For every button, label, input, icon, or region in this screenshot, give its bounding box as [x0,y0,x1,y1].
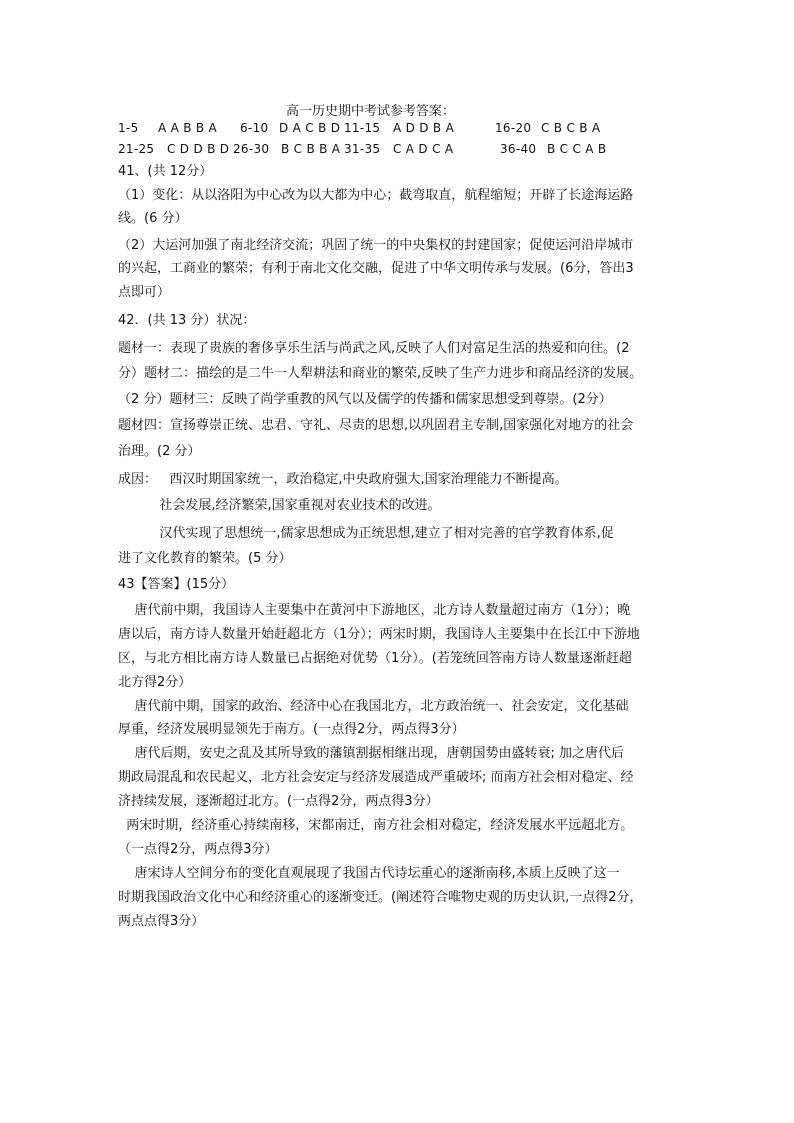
q42-line: 治理。(2 分） [118,444,201,459]
q43-line: （一点得2分，两点得3分） [118,842,278,857]
mc-answers: C D D B D [167,142,230,156]
mc-range: 1-5 [118,121,139,135]
q42-cause-line: 汉代实现了思想统一,儒家思想成为正统思想,建立了相对完善的官学教育体系,促 [118,526,614,541]
q43-line: 北方得2分） [118,675,192,690]
mc-range: 11-15 [344,121,381,135]
q42-cause-line: 进了文化教育的繁荣。(5 分） [118,551,292,566]
mc-range: 21-25 [118,142,155,156]
q42-cause-line: 社会发展,经济繁荣,国家重视对农业技术的改进。 [118,498,441,513]
mc-answers: D A C B D [279,121,341,135]
mc-answers: A A B B A [158,121,218,135]
mc-answers: C B C B A [541,121,601,135]
q41-part1-line: 线。(6 分） [118,211,188,226]
mc-range: 31-35 [344,142,381,156]
q42-header: 42．(共 13 分）状况： [118,313,256,328]
q43-line: 两宋时期，经济重心持续南移，宋都南迁，南方社会相对稳定，经济发展水平远超北方。 [118,818,634,833]
q43-line: 唐以后，南方诗人数量开始赶超北方（1分）；两宋时期，我国诗人主要集中在长江中下游地 [118,627,640,642]
mc-answers: B C B B A [281,142,341,156]
q41-part2-line: 点即可） [118,285,171,300]
q42-line: 题材一：表现了贵族的奢侈享乐生活与尚武之风,反映了人们对富足生活的热爱和向往。(2 [118,341,630,356]
mc-range: 36-40 [500,142,537,156]
q42-line: （2 分）题材三：反映了尚学重教的风气以及儒学的传播和儒家思想受到尊崇。(2分） [118,392,612,407]
q43-line: 厚重，经济发展明显领先于南方。(一点得2分，两点得3分） [118,722,465,737]
mc-answers: A D D B A [393,121,455,135]
q43-line: 区，与北方相比南方诗人数量已占据绝对优势（1分）。(若笼统回答南方诗人数量逐渐赶超 [118,651,632,666]
mc-range: 26-30 [233,142,270,156]
q43-line: 期政局混乱和农民起义，北方社会安定与经济发展造成严重破坏; 而南方社会相对稳定、经 [118,770,634,785]
page-title: 高一历史期中考试参考答案： [286,104,456,119]
q43-line: 唐代前中期，我国诗人主要集中在黄河中下游地区，北方诗人数量超过南方（1分）；晚 [118,603,631,618]
q43-header: 43【答案】(15分） [118,577,235,592]
q43-line: 两点点得3分） [118,914,205,929]
q43-line: 时期我国政治文化中心和经济重心的逐渐变迁。(阐述符合唯物史观的历史认识,一点得2分， [118,890,643,905]
q43-line: 唐代前中期，国家的政治、经济中心在我国北方，北方政治统一、社会安定，文化基础 [118,699,629,714]
q42-line: 题材四：宣扬尊崇正统、忠君、守礼、尽责的思想,以巩固君主专制,国家强化对地方的社会 [118,418,634,433]
q41-part1-line: （1）变化：从以洛阳为中心改为以大都为中心；截弯取直，航程缩短；开辟了长途海运路 [118,188,634,203]
q41-part2-line: 的兴起，工商业的繁荣；有利于南北文化交融，促进了中华文明传承与发展。(6分，答出3 [118,261,634,276]
mc-range: 16-20 [495,121,532,135]
q43-line: 唐代后期，安史之乱及其所导致的藩镇割据相继出现，唐朝国势由盛转衰; 加之唐代后 [118,746,625,761]
q41-header: 41、(共 12分） [118,164,213,179]
mc-range: 6-10 [240,121,269,135]
mc-answers: C A D C A [393,142,454,156]
mc-answers: B C C A B [547,142,607,156]
q43-line: 唐宋诗人空间分布的变化直观展现了我国古代诗坛重心的逐渐南移,本质上反映了这一 [118,866,620,881]
q42-cause-line: 成因： 西汉时期国家统一，政治稳定,中央政府强大,国家治理能力不断提高。 [118,472,568,487]
q41-part2-line: （2）大运河加强了南北经济交流；巩固了统一的中央集权的封建国家；促使运河沿岸城市 [118,238,634,253]
q43-line: 济持续发展，逐渐超过北方。(一点得2分，两点得3分） [118,794,439,809]
q42-line: 分）题材二：描绘的是二牛一人犁耕法和商业的繁荣,反映了生产力进步和商品经济的发展。 [118,366,643,381]
